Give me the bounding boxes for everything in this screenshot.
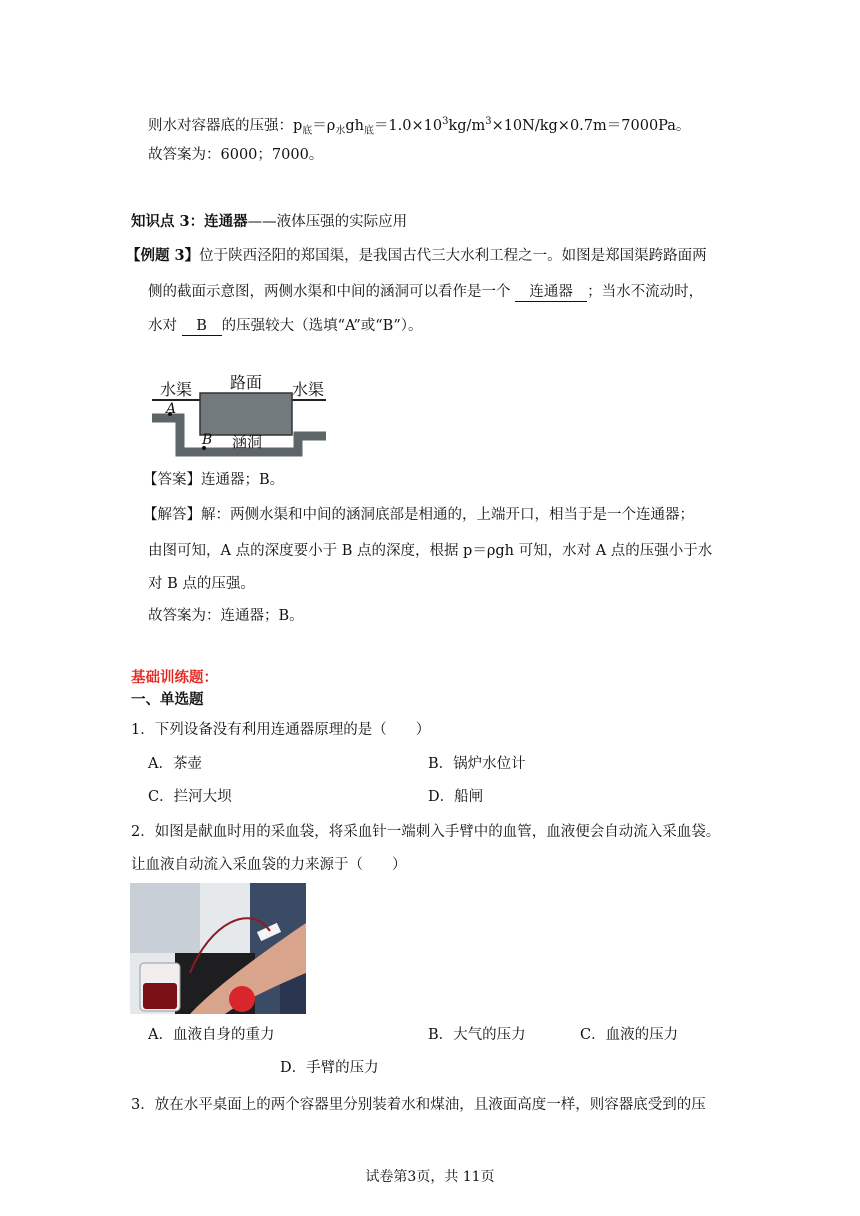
- label-culvert: 涵洞: [232, 433, 263, 451]
- part-heading: 一、单选题: [131, 691, 204, 708]
- q2-option-d: D．手臂的压力: [280, 1060, 379, 1076]
- example-answer: 【答案】连通器；B。: [143, 472, 285, 488]
- example-line-1: 【例题 3】位于陕西泾阳的郑国渠，是我国古代三大水利工程之一。如图是郑国渠跨路面两: [126, 247, 707, 264]
- explanation-line-2: 由图可知，A 点的深度要小于 B 点的深度，根据 p＝ρgh 可知，水对 A 点的压强小于水: [148, 543, 713, 559]
- q1-option-c: C．拦河大坝: [148, 789, 232, 805]
- example-line-2: 侧的截面示意图，两侧水渠和中间的涵洞可以看作是一个 连通器 ；当水不流动时，: [148, 284, 704, 300]
- section-heading: 知识点 3：连通器——液体压强的实际应用: [131, 213, 408, 230]
- q2-option-c: C．血液的压力: [580, 1027, 679, 1043]
- pressure-formula-line: 则水对容器底的压强：$p_底=\rho_水gh_底=1.0\times 10^3kg/m^3\times 10N/kg\times 0.7m=7000Pa$。: [148, 116, 691, 137]
- question-1-stem: 1．下列设备没有利用连通器原理的是（ ）: [131, 722, 431, 738]
- q1-option-b: B．锅炉水位计: [428, 756, 526, 772]
- q2-option-b: B．大气的压力: [428, 1027, 526, 1043]
- question-2-stem-line-1: 2．如图是献血时用的采血袋，将采血针一端刺入手臂中的血管，血液便会自动流入采血袋。: [131, 824, 721, 840]
- question-2-stem-line-2: 让血液自动流入采血袋的力来源于（ ）: [131, 857, 407, 873]
- blood-donation-photo: [130, 883, 306, 1014]
- canal-cross-section-diagram: [150, 370, 330, 465]
- q1-option-a: A．茶壶: [148, 756, 202, 772]
- answer-blank-2: B: [182, 317, 222, 336]
- q1-option-d: D．船闸: [428, 789, 484, 805]
- question-3-stem-line-1: 3．放在水平桌面上的两个容器里分别装着水和煤油，且液面高度一样，则容器底受到的压: [131, 1097, 706, 1113]
- explanation-line-1: 【解答】解：两侧水渠和中间的涵洞底部是相通的，上端开口，相当于是一个连通器；: [143, 507, 694, 523]
- label-left-canal: 水渠: [160, 380, 193, 399]
- answer-blank-1: 连通器: [515, 283, 587, 302]
- label-point-a: A: [166, 401, 177, 417]
- example-line-3: 水对 B 的压强较大（选填“A”或“B”）。: [148, 318, 423, 334]
- label-road: 路面: [230, 373, 263, 392]
- q2-option-a: A．血液自身的重力: [148, 1027, 275, 1043]
- page-footer: 试卷第3页，共 11页: [365, 1169, 495, 1185]
- previous-answer: 故答案为：6000；7000。: [148, 147, 324, 163]
- training-title: 基础训练题：: [131, 669, 218, 686]
- example-final-answer: 故答案为：连通器；B。: [148, 608, 304, 624]
- label-right-canal: 水渠: [292, 380, 325, 399]
- label-point-b: B: [202, 432, 213, 448]
- explanation-line-3: 对 B 点的压强。: [148, 576, 255, 592]
